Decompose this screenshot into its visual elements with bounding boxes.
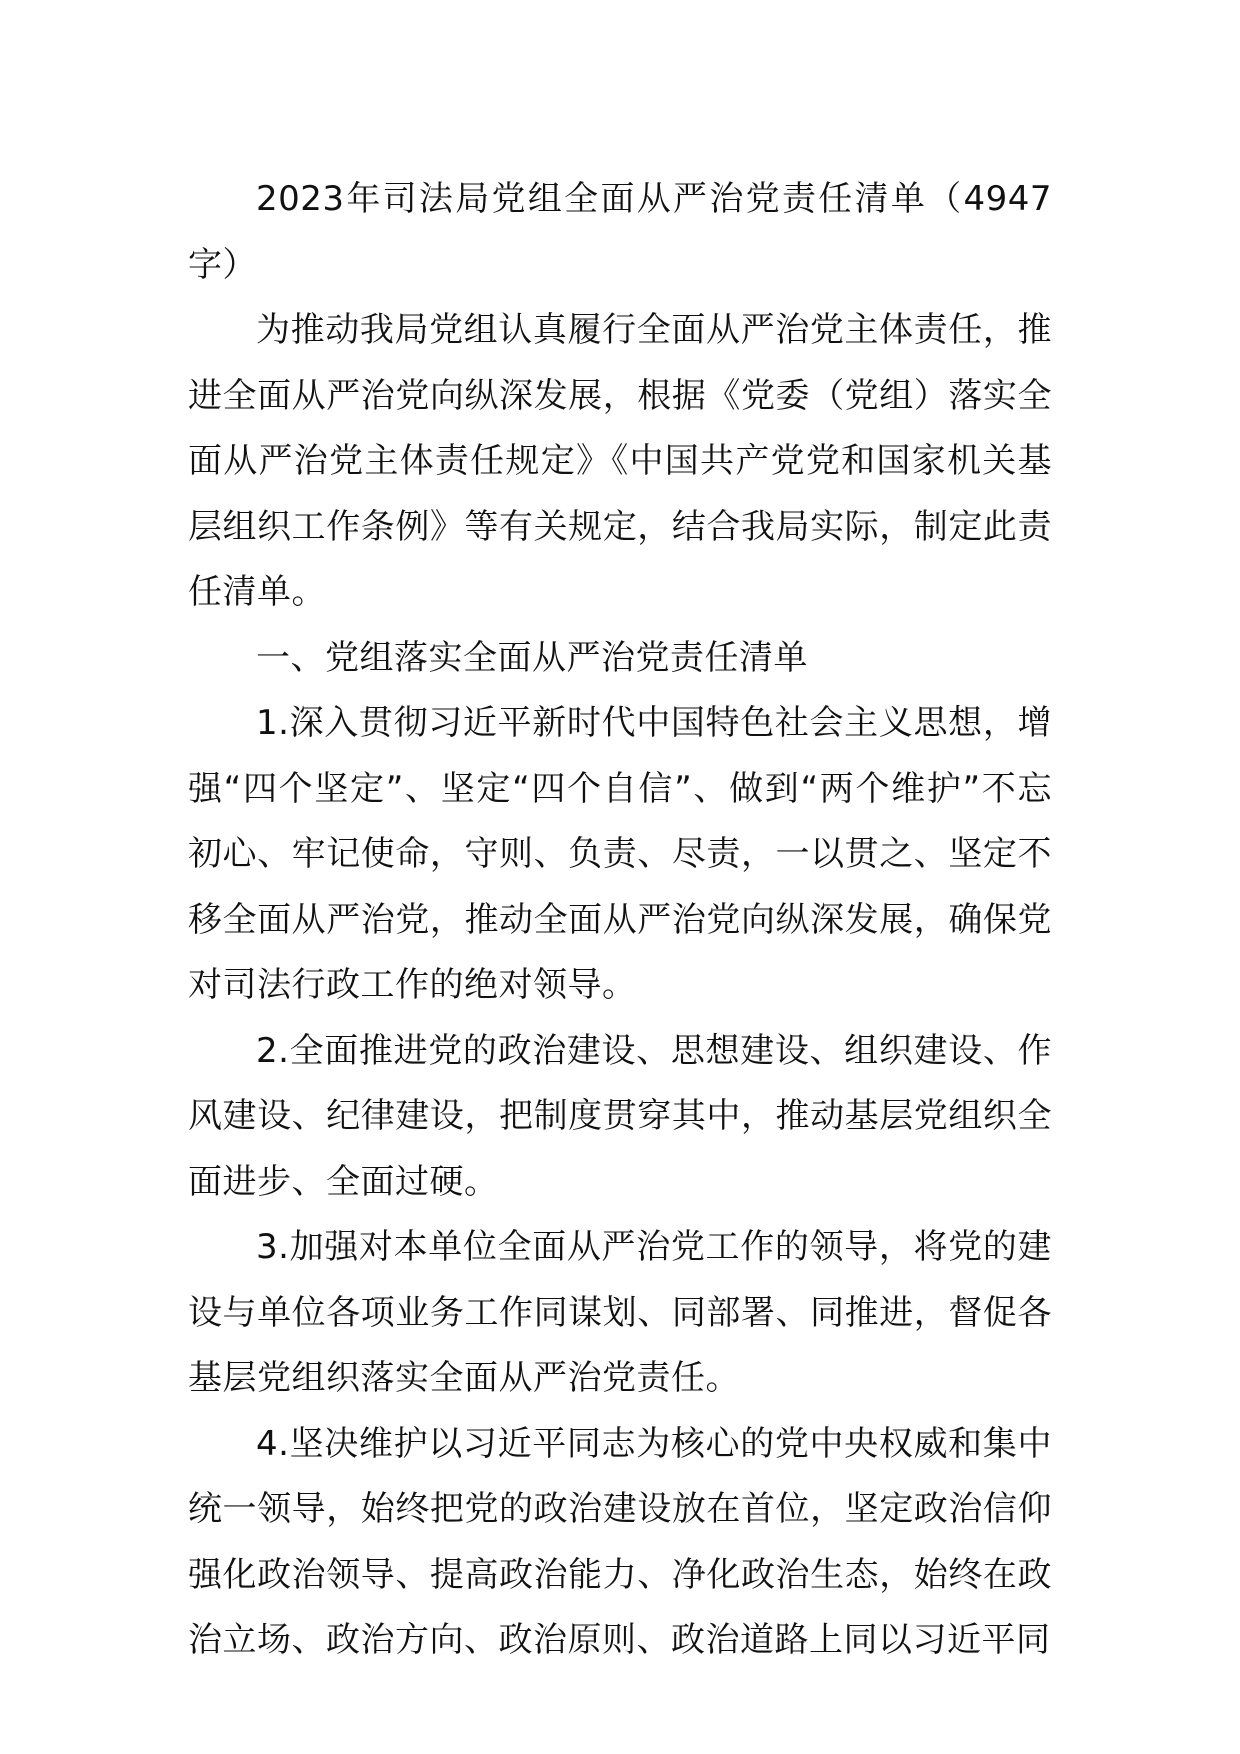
document-title: 2023年司法局党组全面从严治党责任清单（4947字） [188, 179, 1052, 285]
intro-paragraph: 为推动我局党组认真履行全面从严治党主体责任，推进全面从严治党向纵深发展，根据《党委（党组）落实全面从严治党主体责任规定》《中国共产党党和国家机关基层组织工作条例》等有关规定，结合我局实际，制定此责任清单。 [188, 310, 1052, 612]
list-item: 2.全面推进党的政治建设、思想建设、组织建设、作风建设、纪律建设，把制度贯穿其中，推动基层党组织全面进步、全面过硬。 [188, 1030, 1052, 1202]
document-page [188, 167, 1052, 1674]
list-item: 3.加强对本单位全面从严治党工作的领导，将党的建设与单位各项业务工作同谋划、同部署、同推进，督促各基层党组织落实全面从严治党责任。 [188, 1227, 1052, 1398]
list-item: 1.深入贯彻习近平新时代中国特色社会主义思想，增强“四个坚定”、坚定“四个自信”、做到“两个维护”不忘初心、牢记使命，守则、负责、尽责，一以贯之、坚定不移全面从严治党，推动全面从严治党向纵深发展，确保党对司法行政工作的绝对领导。 [188, 703, 1052, 1005]
section-heading: 一、党组落实全面从严治党责任清单 [256, 637, 808, 678]
list-item: 4.坚决维护以习近平同志为核心的党中央权威和集中统一领导，始终把党的政治建设放在首位，坚定政治信仰强化政治领导、提高政治能力、净化政治生态，始终在政治立场、政治方向、政治原则、政治道路上同以习近平同 [188, 1423, 1052, 1660]
